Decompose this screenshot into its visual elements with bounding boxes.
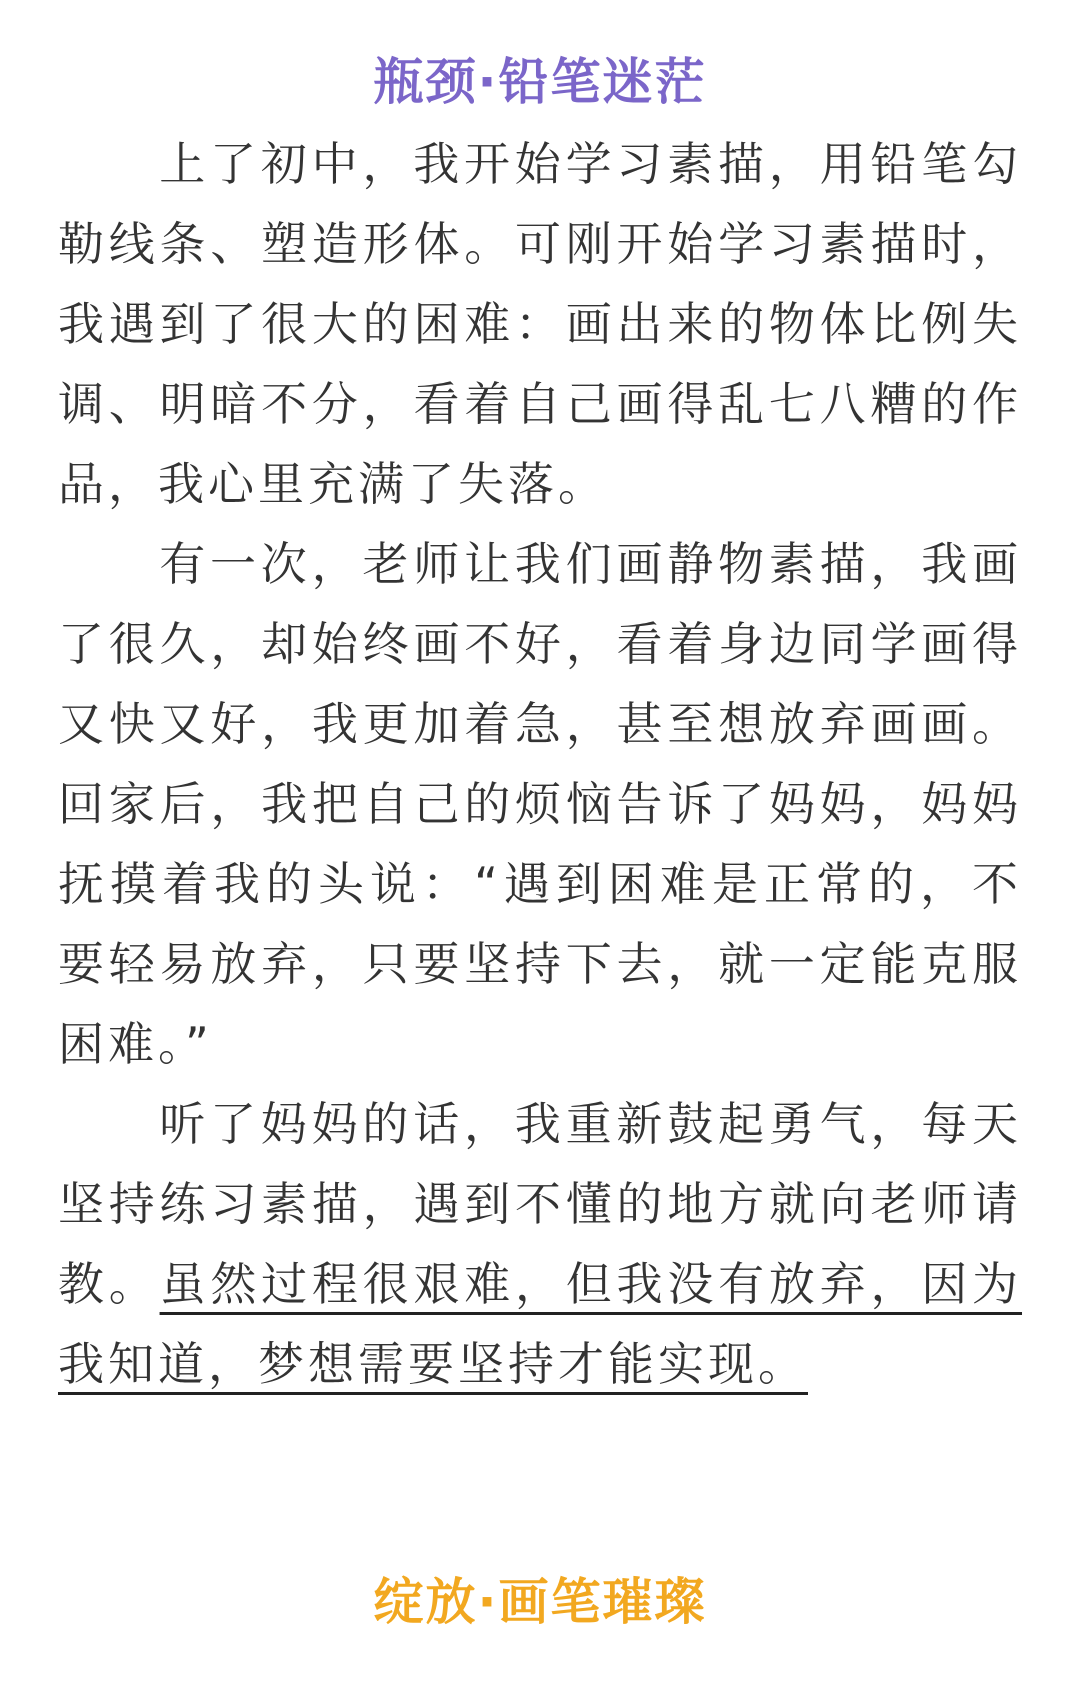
section-title-blossom: 绽放·画笔璀璨 bbox=[373, 1573, 707, 1631]
paragraph-learning-sketch: 上了初中，我开始学习素描，用铅笔勾勒线条、塑造形体。可刚开始学习素描时，我遇到了很大的困难：画出来的物体比例失调、明暗不分，看着自己画得乱七八糟的作品，我心里充满了失落。 bbox=[58, 137, 1022, 511]
section-title-bottleneck: 瓶颈·铅笔迷茫 bbox=[373, 53, 707, 111]
paragraph-mother-encouragement: 有一次，老师让我们画静物素描，我画了很久，却始终画不好，看着身边同学画得又快又好，我更加着急，甚至想放弃画画。回家后，我把自己的烦恼告诉了妈妈，妈妈抚摸着我的头说：“遇到困难是正常的，不要轻易放弃，只要坚持下去，就一定能克服困难。” bbox=[58, 537, 1022, 1071]
underlined-key-sentence: 虽然过程很艰难，但我没有放弃，因为我知道，梦想需要坚持才能实现。 bbox=[58, 1257, 1023, 1391]
paragraph-persistence bbox=[58, 1084, 1022, 1404]
paragraph-persistence-text: 听了妈妈的话，我重新鼓起勇气，每天坚持练习素描，遇到不懂的地方就向老师请教。 bbox=[58, 1097, 1022, 1311]
